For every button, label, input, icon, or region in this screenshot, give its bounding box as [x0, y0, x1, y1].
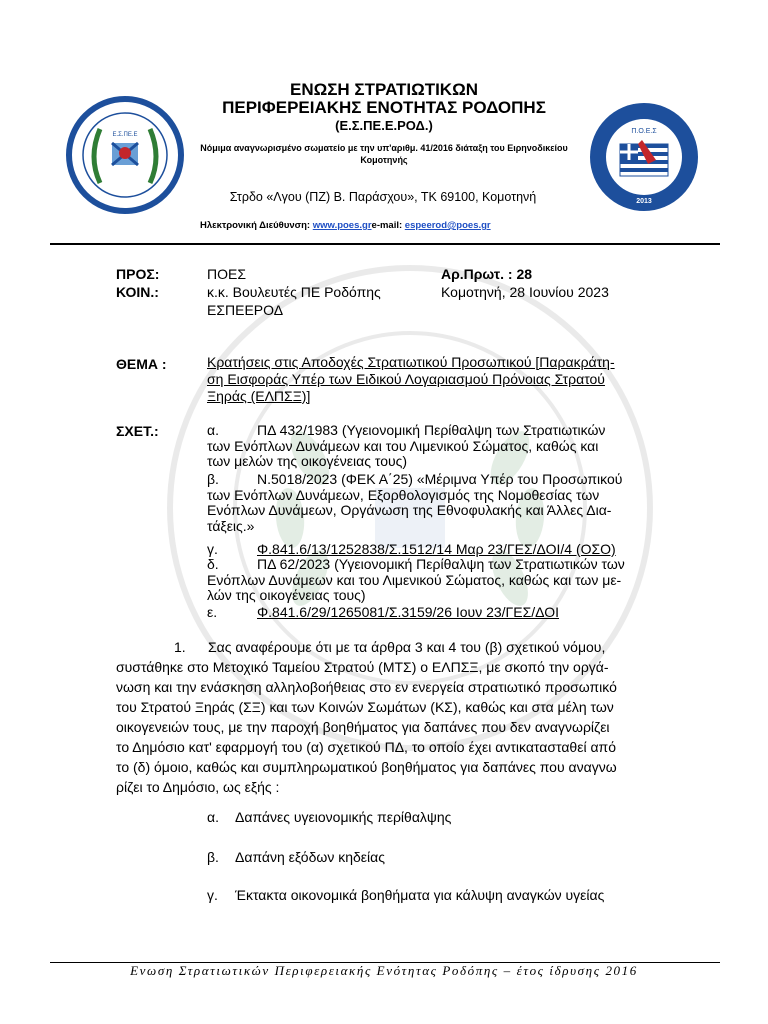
ref-line: Ενόπλων Δυνάμεων, Οργάνωση της Εθνοφυλακής και Άλλες Δια-: [207, 502, 612, 518]
website-link[interactable]: www.poes.gr: [312, 220, 372, 231]
ref-line: Φ.841.6/29/1265081/Σ.3159/26 Ιουν 23/ΓΕΣ/ΔΟΙ: [257, 604, 559, 620]
koin-value-1: κ.κ. Βουλευτές ΠΕ Ροδόπης: [207, 284, 381, 300]
reference-item-d: [207, 557, 669, 604]
header-divider: [50, 243, 720, 245]
pros-value: ΠΟΕΣ: [207, 266, 246, 282]
body-line: το (δ) όμοιο, καθώς και συμπληρωματικού βοηθήματος για δαπάνες που αναγνω: [116, 759, 617, 775]
benefit-item-c: [207, 887, 604, 903]
footer-text: Ενωση Στρατιωτικών Περιφερειακής Ενότητας Ροδόπης – έτος ίδρυσης 2016: [130, 963, 638, 978]
ref-marker: δ.: [207, 556, 219, 572]
ref-marker: ε.: [207, 604, 218, 620]
reference-item-a: [207, 423, 669, 470]
reference-item-e: [207, 605, 669, 621]
right-logo-year: 2013: [636, 198, 652, 205]
subject-line: Ξηράς (ΕΛΠΣΞ)]: [207, 388, 311, 404]
benefit-text: Δαπάνη εξόδων κηδείας: [235, 849, 385, 865]
ref-marker: β.: [207, 471, 219, 487]
benefit-item-b: [207, 849, 385, 865]
pros-label: ΠΡΟΣ:: [116, 266, 160, 282]
body-line: του Στρατού Ξηράς (ΣΞ) και των Κοινών Σωμάτων (ΚΣ), καθώς και στα μέλη των: [116, 699, 614, 715]
left-logo-year: 2016: [117, 201, 133, 208]
ref-marker: γ.: [207, 541, 218, 557]
benefit-text: Δαπάνες υγειονομικής περίθαλψης: [235, 809, 452, 825]
ref-line: των Ενόπλων Δυνάμεων, Εξορθολογισμός της Νομοθεσίας των: [207, 486, 600, 503]
subject-text: [207, 354, 669, 405]
paragraph-number: 1.: [174, 639, 186, 655]
benefit-item-a: [207, 809, 451, 825]
ref-line: Ν.5018/2023 (ΦΕΚ Α΄25) «Μέριμνα Υπέρ του Προσωπικού: [257, 471, 623, 487]
email-link[interactable]: espeerod@poes.gr: [404, 220, 491, 231]
body-line: συστάθηκε στο Μετοχικό Ταμείου Στρατού (ΜΤΣ) ο ΕΛΠΣΞ, με σκοπό την οργά-: [116, 659, 609, 675]
body-line: το Δημόσιο κατ' εφαρμογή του (α) σχετικού ΠΔ, το οποίο έχει αντικατασταθεί από: [116, 739, 616, 755]
body-line: ρίζει το Δημόσιο, ως εξής :: [116, 779, 280, 795]
ref-line: τάξεις.»: [207, 517, 255, 534]
subject-label: ΘΕΜΑ :: [116, 356, 167, 372]
body-line: οικογενειών τους, με την παροχή βοηθήματος για δαπάνες που δεν αναγνωρίζει: [116, 719, 610, 735]
protocol-number: Αρ.Πρωτ. : 28: [441, 266, 533, 282]
ref-line: ΠΔ 62/2023 (Υγειονομική Περίθαλψη των Στρατιωτικών των: [257, 556, 625, 572]
body-line: Σας αναφέρουμε ότι με τα άρθρα 3 και 4 του (β) σχετικού νόμου,: [208, 639, 606, 655]
benefit-text: Έκτακτα οικονομικά βοηθήματα για κάλυψη αναγκών υγείας: [235, 887, 605, 903]
ref-line: λών της οικογένειας τους): [207, 587, 366, 603]
right-logo-inner-text: Π.Ο.Ε.Σ: [631, 128, 657, 135]
ref-line: των μελών της οικογένειας τους): [207, 453, 408, 469]
subject-line: ση Εισφοράς Υπέρ των Ειδικού Λογαριασμού Πρόνοιας Στρατού: [207, 371, 605, 387]
email-prefix: e-mail:: [371, 220, 405, 231]
contact-line: [200, 220, 491, 231]
left-logo-inner-text: Ε.Σ.ΠΕ.Ε: [112, 132, 138, 138]
body-line: νωση και την ενάσκηση αλληλοβοήθειας στο εν ενεργεία στρατιωτικό προσωπικό: [116, 679, 617, 695]
ref-marker: α.: [207, 422, 219, 438]
references-label: ΣΧΕΤ.:: [116, 423, 159, 439]
ref-line: των Ενόπλων Δυνάμεων και του Λιμενικού Σώματος, καθώς και: [207, 437, 599, 454]
legal-registration-note: Νόμιμα αναγνωρισμένο σωματείο με την υπ'αριθμ. 41/2016 διάταξη του Ειρηνοδικείου Κομοτηνής: [200, 143, 568, 165]
ref-line: Ενόπλων Δυνάμεων και του Λιμενικού Σώματος, καθώς και των με-: [207, 571, 622, 588]
place-date: Κομοτηνή, 28 Ιουνίου 2023: [441, 284, 609, 300]
benefit-marker: α.: [207, 809, 219, 825]
benefit-marker: γ.: [207, 887, 218, 903]
org-abbreviation: (Ε.Σ.ΠΕ.Ε.ΡΟΔ.): [335, 118, 433, 133]
ref-line: ΠΔ 432/1983 (Υγειονομική Περίθαλψη των Στρατιωτικών: [257, 422, 606, 438]
subject-line: Κρατήσεις στις Αποδοχές Στρατιωτικού Προσωπικού [Παρακράτη-: [207, 354, 615, 370]
org-name-line2: ΠΕΡΙΦΕΡΕΙΑΚΗΣ ΕΝΟΤΗΤΑΣ ΡΟΔΟΠΗΣ: [222, 98, 546, 117]
org-name-line1: ΕΝΩΣΗ ΣΤΡΑΤΙΩΤΙΚΩΝ: [289, 80, 478, 99]
koin-label: ΚΟΙΝ.:: [116, 284, 159, 300]
postal-address: Στρδο «Λγου (ΠΖ) Β. Παράσχου», ΤΚ 69100, Κομοτηνή: [229, 190, 537, 204]
reference-item-b: [207, 472, 669, 534]
body-paragraph-1: [116, 637, 669, 797]
email-label: Ηλεκτρονική Διεύθυνση:: [200, 220, 313, 231]
koin-value-2: ΕΣΠΕΕΡΟΔ: [207, 302, 284, 318]
benefit-marker: β.: [207, 849, 219, 865]
ref-line: Φ.841.6/13/1252838/Σ.1512/14 Μαρ 23/ΓΕΣ/ΔΟΙ/4 (ΟΣΟ): [257, 541, 616, 557]
